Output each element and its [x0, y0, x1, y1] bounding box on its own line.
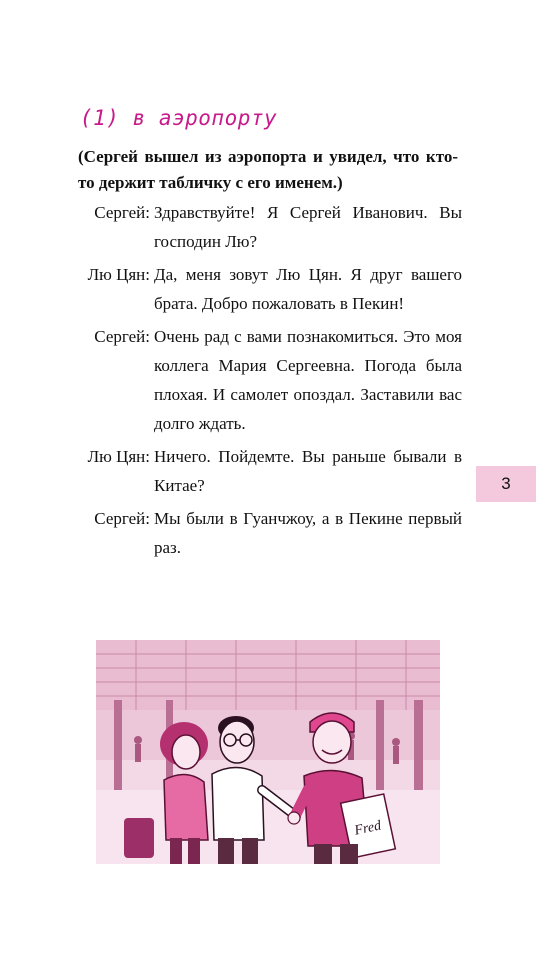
intro-paragraph: (Сергей вышел из аэропорта и увидел, что кто-то держит табличку с его именем.) [78, 147, 458, 192]
speech-text: Очень рад с вами познакомиться. Это моя коллега Мария Сергеевна. Погода была плохая. И самолет опоздал. Заставили вас долго ждать. [154, 327, 462, 433]
speaker-name: Сергей: [94, 327, 150, 346]
dialogue-line [70, 504, 462, 562]
dialogue-line [70, 198, 462, 256]
dialogue-line [70, 442, 462, 500]
speech-text: Ничего. Пойдемте. Вы раньше бывали в Китае? [154, 447, 462, 495]
chapter-tab: 3 [476, 466, 536, 502]
section-heading: (1) в аэропорту [80, 106, 278, 130]
suitcase [124, 818, 154, 858]
speaker-name: Лю Цян: [87, 447, 150, 466]
dialogue-line [70, 322, 462, 438]
speaker-name: Сергей: [94, 509, 150, 528]
speaker-name: Сергей: [94, 203, 150, 222]
dialogue-line [70, 260, 462, 318]
airport-illustration [96, 640, 440, 864]
hall-wall [96, 710, 440, 760]
handshake [288, 812, 300, 824]
dialogue [70, 198, 462, 566]
ceiling [96, 640, 440, 710]
sign-text: Fred [353, 818, 383, 839]
speech-text: Мы были в Гуанчжоу, а в Пекине первый раз. [154, 509, 462, 557]
speech-text: Здравствуйте! Я Сергей Иванович. Вы господин Лю? [154, 203, 462, 251]
speaker-name: Лю Цян: [87, 265, 150, 284]
speech-text: Да, меня зовут Лю Цян. Я друг вашего брата. Добро пожаловать в Пекин! [154, 265, 462, 313]
